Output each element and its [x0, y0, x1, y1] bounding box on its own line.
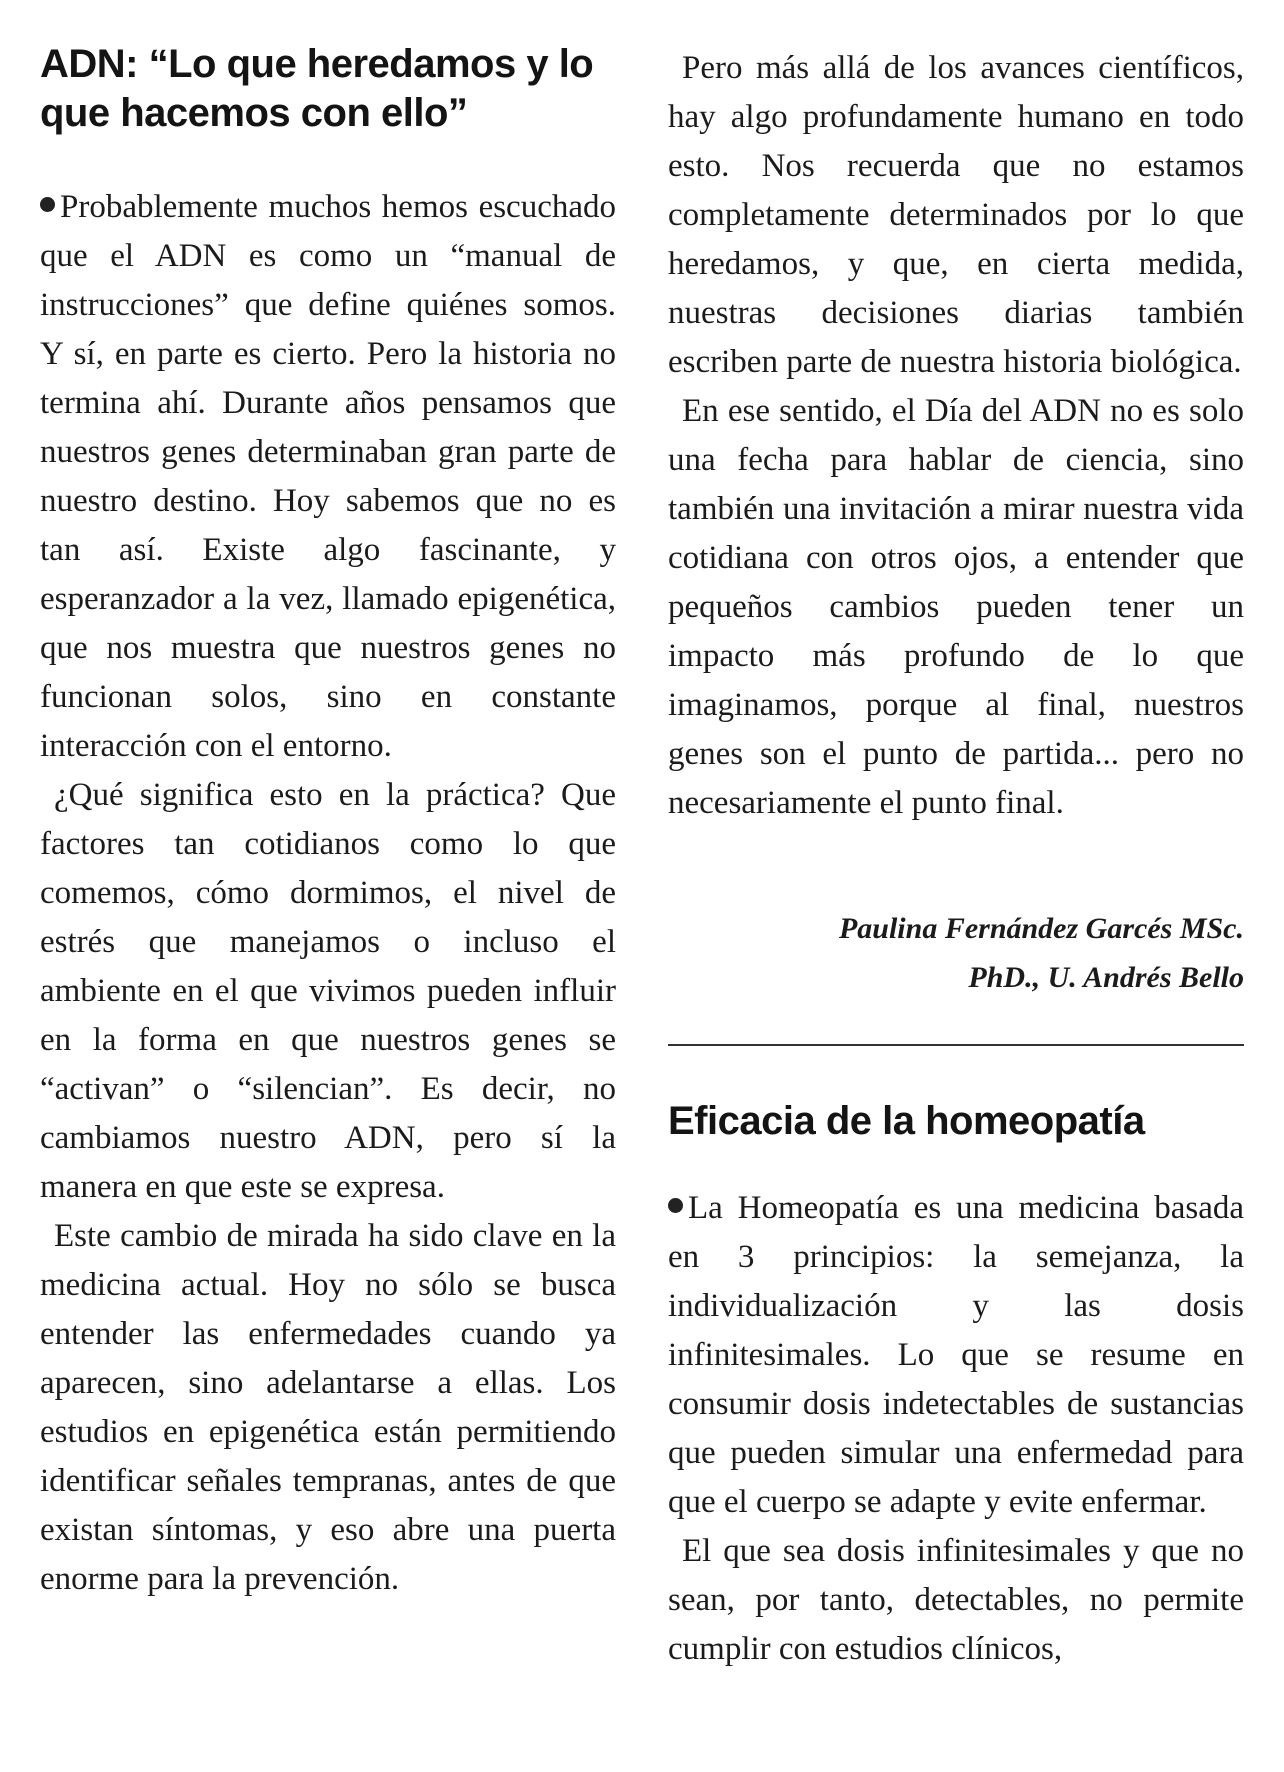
- article2-paragraph-2: El que sea dosis infinitesimales y que no sean, por tanto, detectables, no permite cumplir con estudios clínicos,: [668, 1533, 1244, 1667]
- article1-paragraph-4: Pero más allá de los avances científicos, hay algo profundamente humano en todo esto. Nos recuerda que no estamos completamente determinados por lo que heredamos, y que, en cierta medida, nuestras decisiones diarias también escriben parte de nuestra historia biológica.: [668, 50, 1244, 380]
- article2-paragraph-1: La Homeopatía es una medicina basada en 3 principios: la semejanza, la individualización y las dosis infinitesimales. Lo que se resume en consumir dosis indetectables de sustancias que pueden simular una enfermedad para que el cuerpo se adapte y evite enfermar.: [668, 1190, 1244, 1520]
- article1-body-right: [668, 44, 1244, 828]
- author-name: Paulina Fernández Garcés MSc.: [838, 912, 1244, 945]
- article2-body: [668, 1184, 1244, 1674]
- article1-paragraph-2: ¿Qué significa esto en la práctica? Que factores tan cotidianos como lo que comemos, cómo dormimos, el nivel de estrés que manejamos o incluso el ambiente en el que vivimos pueden influir en la forma en que nuestros genes se “activan” o “silencian”. Es decir, no cambiamos nuestro ADN, pero sí la manera en que este se expresa.: [40, 777, 616, 1205]
- article1-title: [40, 40, 593, 138]
- article1-paragraph-5: En ese sentido, el Día del ADN no es solo una fecha para hablar de ciencia, sino también una invitación a mirar nuestra vida cotidiana con otros ojos, a entender que pequeños cambios pueden tener un impacto más profundo de lo que imaginamos, porque al final, nuestros genes son el punto de partida... pero no necesariamente el punto final.: [668, 393, 1244, 821]
- article1-body-left: [40, 183, 616, 1604]
- article1-author: [668, 904, 1244, 1002]
- article-divider: [668, 1044, 1244, 1046]
- article1-title-line2: que hacemos con ello”: [40, 91, 468, 135]
- article1-paragraph-1: Probablemente muchos hemos escuchado que el ADN es como un “manual de instrucciones” que define quiénes somos. Y sí, en parte es cierto. Pero la historia no termina ahí. Durante años pensamos que nuestros genes determinaban gran parte de nuestro destino. Hoy sabemos que no es tan así. Existe algo fascinante, y esperanzador a la vez, llamado epigenética, que nos muestra que nuestros genes no funcionan solos, sino en constante interacción con el entorno.: [40, 189, 616, 764]
- article1-title-line1: ADN: “Lo que heredamos y lo: [40, 42, 594, 86]
- author-affiliation: PhD., U. Andrés Bello: [968, 961, 1244, 994]
- article2-title: Eficacia de la homeopatía: [668, 1099, 1145, 1143]
- article1-paragraph-3: Este cambio de mirada ha sido clave en la medicina actual. Hoy no sólo se busca entender las enfermedades cuando ya aparecen, sino adelantarse a ellas. Los estudios en epigenética están permitiendo identificar señales tempranas, antes de que existan síntomas, y eso abre una puerta enorme para la prevención.: [40, 1218, 616, 1597]
- bullet-icon: [668, 1198, 683, 1213]
- bullet-icon: [40, 197, 55, 212]
